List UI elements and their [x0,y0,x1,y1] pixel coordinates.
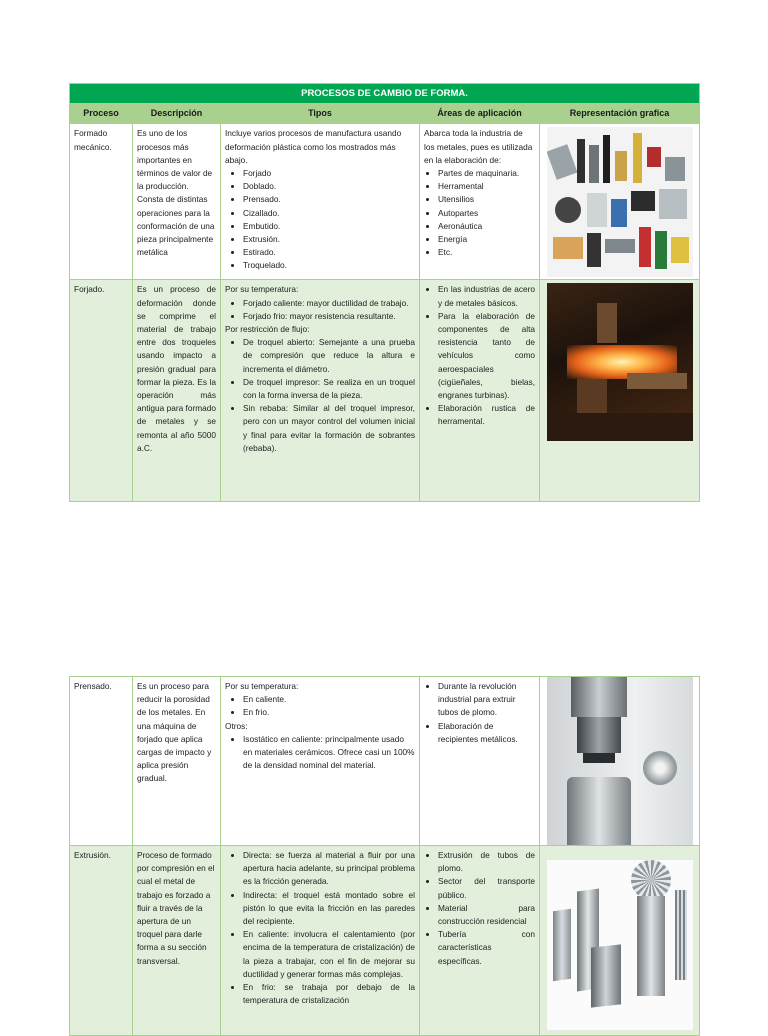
cell-image [540,846,700,1036]
table-row [70,280,700,502]
cell-image [540,280,700,502]
list-item: • Troquelado. [243,259,415,272]
tipos-list [225,693,415,719]
areas-list [424,849,535,968]
list-item: • Sin rebaba: Similar al del troquel impresor, pero con un mayor control del volumen inicial y final para evitar la formación de sobrantes (rebaba). [243,402,415,455]
list-item: • Extrusión. [243,233,415,246]
table-title: PROCESOS DE CAMBIO DE FORMA. [70,84,700,104]
hot-forging-image [547,283,693,441]
list-item: • Embutido. [243,220,415,233]
tipos-list [225,297,415,323]
tipos-heading: Por su temperatura: [225,284,299,295]
list-item: • De troquel abierto: Semejante a una prueba de compresión que reduce la altura e incrementa el diámetro. [243,336,415,376]
list-item: • Forjado [243,167,415,180]
list-item: • Prensado. [243,193,415,206]
list-item: • Partes de maquinaria. [438,167,535,180]
cell-descripcion: Es un proceso de deformación donde se comprime el material de trabajo entre dos troqueles usando impacto a presión gradual para formar la pieza. Es la operación más antigua para formado de metales y se remonta al año 5000 a.C. [133,280,221,502]
cell-proceso: Forjado. [70,280,133,502]
cell-tipos [221,846,420,1036]
cell-tipos [221,280,420,502]
tipos-heading: Otros: [225,720,248,731]
cell-image [540,677,700,846]
process-table-continued [69,676,700,1036]
header-representacion: Representación grafica [540,104,700,124]
table-row [70,677,700,846]
tipos-heading: Por restricción de flujo: [225,324,310,335]
list-item: • Aeronáutica [438,220,535,233]
cell-tipos [221,677,420,846]
cell-proceso: Extrusión. [70,846,133,1036]
tipos-list [225,849,415,1007]
tipos-list [225,167,415,273]
list-item: • Elaboración de recipientes metálicos. [438,720,535,746]
list-item: • Etc. [438,246,535,259]
header-proceso: Proceso [70,104,133,124]
list-item: • Directa: se fuerza al material a fluir por una apertura hacia adelante, su principal problema es la fricción generada. [243,849,415,889]
tipos-list [225,733,415,773]
list-item: • Herramental [438,180,535,193]
tipos-intro: Incluye varios procesos de manufactura usando deformación plástica como los mostrados más abajo. [225,128,402,165]
cell-tipos [221,124,420,280]
cell-proceso: Prensado. [70,677,133,846]
list-item: • En las industrias de acero y de metales básicos. [438,283,535,309]
list-item: • Material para construcción residencial [438,902,535,928]
areas-list [424,283,535,428]
cell-descripcion: Es uno de los procesos más importantes en términos de valor de la producción. Consta de distintas operaciones para la conformación de una pieza principalmente metálica [133,124,221,280]
cell-areas [420,677,540,846]
list-item: • Tubería con características específicas. [438,928,535,968]
aluminum-profiles-image [547,860,693,1030]
list-item: • De troquel impresor: Se realiza en un troquel con la forma inversa de la pieza. [243,376,415,402]
list-item: • Autopartes [438,207,535,220]
list-item: • Elaboración rustica de herramental. [438,402,535,428]
areas-list [424,680,535,746]
cell-areas [420,846,540,1036]
list-item: • Cizallado. [243,207,415,220]
tipos-heading: Por su temperatura: [225,681,299,691]
table-row [70,124,700,280]
header-areas: Áreas de aplicación [420,104,540,124]
cell-descripcion: Proceso de formado por compresión en el cual el metal de trabajo es forzado a fluir a través de la apertura de un troquel para darle forma a su sección transversal. [133,846,221,1036]
list-item: • Estirado. [243,246,415,259]
list-item: • En caliente: involucra el calentamiento (por encima de la temperatura de cristalización) de la pieza a trabajar, con el fin de mejorar su ductilidad y generar formas más complejas. [243,928,415,981]
cell-areas [420,280,540,502]
cell-image [540,124,700,280]
table-row [70,846,700,1036]
machine-parts-image [547,127,693,277]
list-item: • Durante la revolución industrial para extruir tubos de plomo. [438,680,535,720]
tipos-list [225,336,415,455]
list-item: • Isostático en caliente: principalmente usado en materiales cerámicos. Ofrece casi un 100% de la densidad nominal del material. [243,733,415,773]
list-item: • Utensilios [438,193,535,206]
cell-proceso: Formado mecánico. [70,124,133,280]
list-item: • Indirecta: el troquel está montado sobre el pistón lo que evita la fricción en las paredes del recipiente. [243,889,415,929]
list-item: • En frio: se trabaja por debajo de la temperatura de cristalización [243,981,415,1007]
list-item: • En caliente. [243,693,415,706]
list-item: • Forjado caliente: mayor ductilidad de trabajo. [243,297,415,310]
list-item: • Forjado frio: mayor resistencia resultante. [243,310,415,323]
list-item: • Sector del transporte público. [438,875,535,901]
header-descripcion: Descripción [133,104,221,124]
list-item: • En frio. [243,706,415,719]
header-tipos: Tipos [221,104,420,124]
process-table [69,83,700,502]
areas-list [424,167,535,259]
list-item: • Energía [438,233,535,246]
list-item: • Extrusión de tubos de plomo. [438,849,535,875]
list-item: • Doblado. [243,180,415,193]
cell-areas [420,124,540,280]
list-item: • Para la elaboración de componentes de alta resistencia tanto de vehículos como aeroespaciales (cigüeñales, bielas, engranes turbinas). [438,310,535,402]
press-die-image [547,677,693,845]
cell-descripcion: Es un proceso para reducir la porosidad de los metales. En una máquina de forjado que aplica cargas de impacto y aplica presión gradual. [133,677,221,846]
areas-intro: Abarca toda la industria de los metales, pues es utilizada en la elaboración de: [424,128,533,165]
